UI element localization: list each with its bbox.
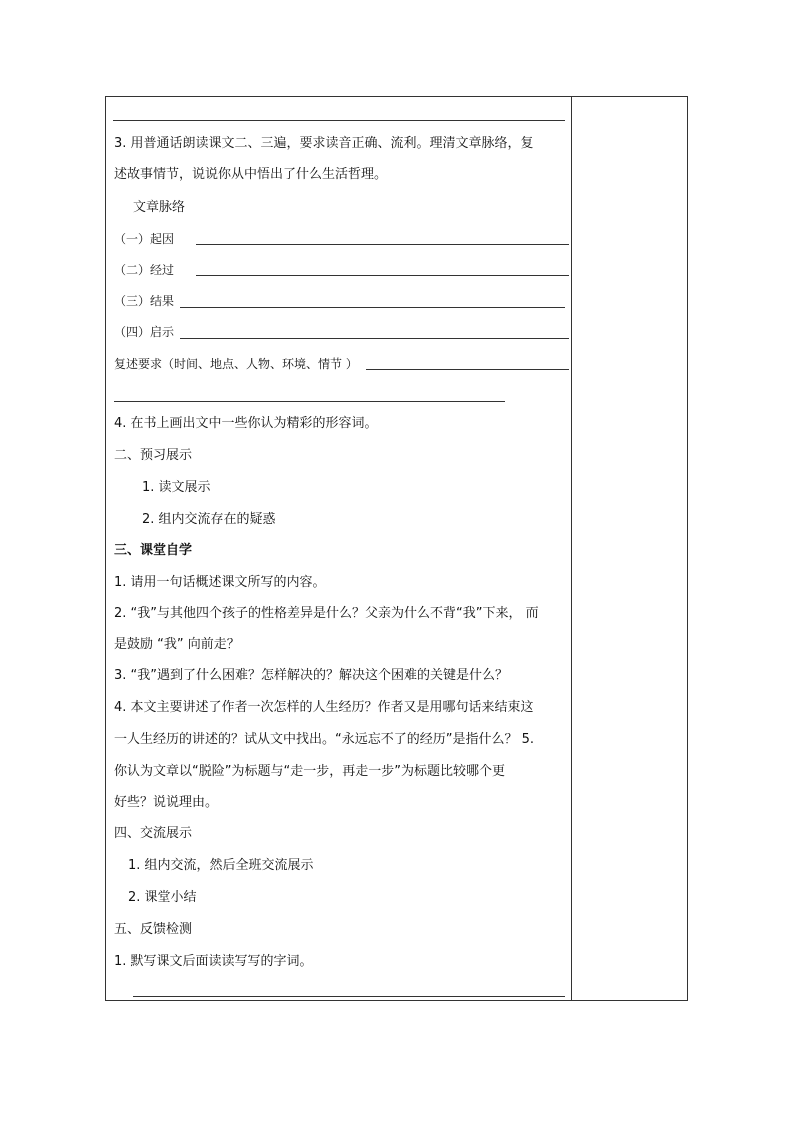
section3-q4-line1: 4. 本文主要讲述了作者一次怎样的人生经历？作者又是用哪句话来结束这 xyxy=(114,700,534,715)
outline-title: 文章脉络 xyxy=(133,200,186,215)
item3-line1: 3. 用普通话朗读课文二、三遍，要求读音正确、流利。理清文章脉络，复 xyxy=(114,136,534,151)
section4-title: 四、交流展示 xyxy=(114,826,193,841)
answer-line xyxy=(180,338,569,339)
column-divider xyxy=(571,96,572,1001)
answer-line xyxy=(180,307,565,308)
section3-q4-line3: 你认为文章以“脱险”为标题与“走一步，再走一步”为标题比较哪个更 xyxy=(114,764,505,779)
section2-item1: 1. 读文展示 xyxy=(142,480,211,495)
item4: 4. 在书上画出文中一些你认为精彩的形容词。 xyxy=(114,416,378,431)
outline-cause: （一）起因 xyxy=(114,232,175,246)
section2-item2: 2. 组内交流存在的疑惑 xyxy=(142,512,276,527)
section5-title: 五、反馈检测 xyxy=(114,922,193,937)
section4-item2: 2. 课堂小结 xyxy=(128,890,197,905)
section3-q4-line4: 好些？说说理由。 xyxy=(114,795,219,810)
answer-line xyxy=(366,369,569,370)
retell-requirements: 复述要求（时间、地点、人物、环境、情节 ） xyxy=(114,357,358,371)
section3-q1: 1. 请用一句话概述课文所写的内容。 xyxy=(114,575,326,590)
section4-item1: 1. 组内交流，然后全班交流展示 xyxy=(128,858,314,873)
answer-line xyxy=(113,120,565,121)
section3-title: 三、课堂自学 xyxy=(114,543,193,558)
section3-q2-line1: 2. “我”与其他四个孩子的性格差异是什么？父亲为什么不背“我”下来， 而 xyxy=(114,606,539,621)
section5-item1: 1. 默写课文后面读读写写的字词。 xyxy=(114,954,313,969)
answer-line xyxy=(196,275,569,276)
outline-process: （二）经过 xyxy=(114,263,175,277)
section3-q3: 3. “我”遇到了什么困难？怎样解决的？解决这个困难的关键是什么？ xyxy=(114,668,509,683)
outline-lesson: （四）启示 xyxy=(114,325,175,339)
answer-line xyxy=(114,401,505,402)
section3-q2-line2: 是鼓励 “我” 向前走？ xyxy=(114,637,240,652)
item3-line2: 述故事情节，说说你从中悟出了什么生活哲理。 xyxy=(114,167,388,182)
section3-q4-line2: 一人生经历的讲述的？试从文中找出。“永远忘不了的经历”是指什么？ 5. xyxy=(114,732,535,747)
answer-line xyxy=(196,244,569,245)
section2-title: 二、预习展示 xyxy=(114,448,193,463)
outline-result: （三）结果 xyxy=(114,294,175,308)
answer-line xyxy=(133,996,565,997)
